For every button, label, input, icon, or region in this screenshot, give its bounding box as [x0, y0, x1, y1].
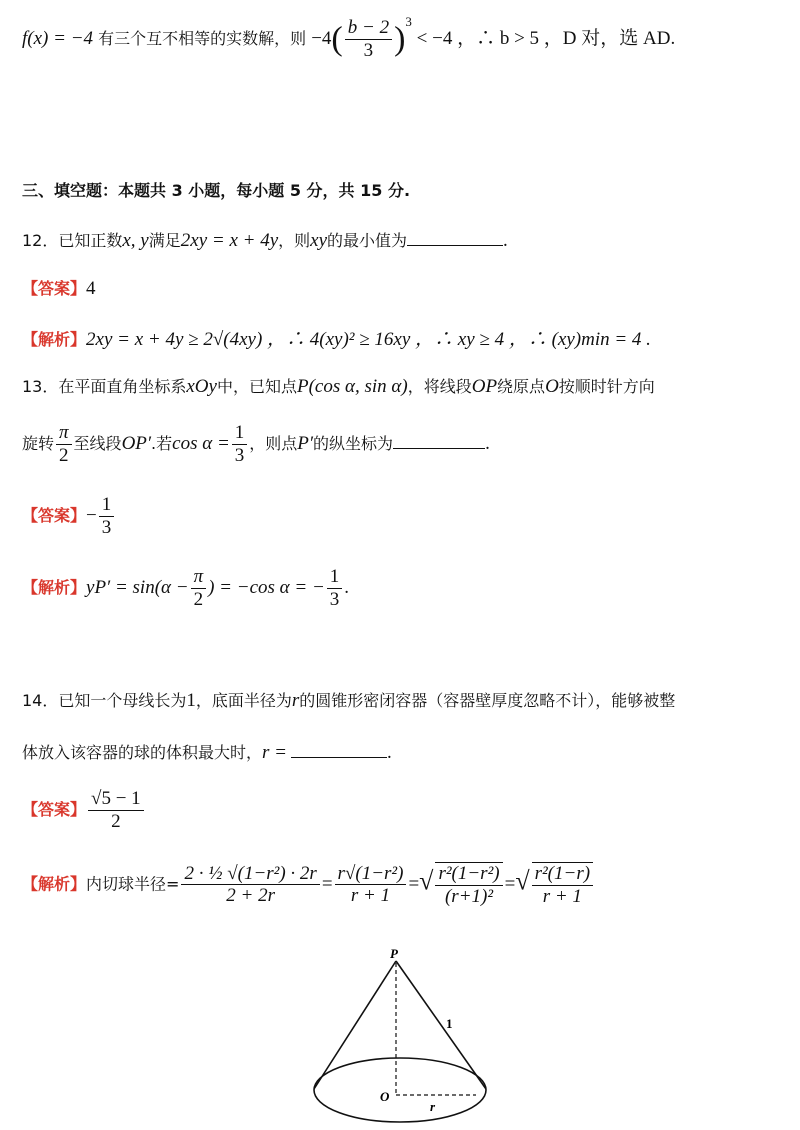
q14-answer: 【答案】 $\frac{√5 - 1}{2}$: [22, 788, 146, 833]
analysis-tag: 【解析】: [22, 330, 87, 349]
q14-stem-line2: 体放入该容器的球的体积最大时，r = .: [22, 742, 392, 763]
q14-f1: $\frac{\text{2 · ½ √(1−r²) · 2r}}{2 + 2r}$: [181, 863, 319, 908]
answer-tag: 【答案】: [22, 279, 87, 298]
q14-f4: $\frac{\text{r²(1−r)}}{r + 1}$: [532, 862, 593, 908]
q14-stem-line1: 14．已知一个母线长为1，底面半径为r的圆锥形密闭容器（容器壁厚度忽略不计），能够被整: [22, 690, 676, 711]
cone-left-slant: [314, 961, 396, 1089]
center-label: O: [380, 1089, 390, 1104]
line1-coef: −4: [311, 28, 332, 49]
cone-figure: [300, 945, 500, 1130]
q13-answer-fraction: $\frac{1}{3}$: [99, 494, 115, 539]
q14-f3: $\frac{\text{r²(1−r²)}}{\text{(r+1)²}}$: [435, 862, 502, 908]
q14-analysis: 【解析】内切球半径= $\frac{\text{2 · ½ √(1−r²) · 2r}}{2 + 2r}$ = $\frac{\text{r√(1−r²)}}{r + 1}$ =√ $\frac{\text{r²(1−r²)}}{\text{(r+1)²}}$ =√ $\frac{\text{r²(1−r)}}{r + 1}$: [22, 862, 595, 908]
line1-text: 有三个互不相等的实数解，则: [93, 29, 312, 48]
apex-label: P: [390, 946, 398, 961]
q12-answer-blank: [407, 229, 503, 246]
q14-answer-blank: [291, 741, 387, 758]
line-1: f(x) = −4 有三个互不相等的实数解，则 −4( $\frac{b - 2}{3}$ )$^3$ < −4 ，∴ b > 5 ，D 对，选 AD.: [22, 14, 676, 61]
slant-label: 1: [446, 1016, 453, 1031]
q13-answer: 【答案】− $\frac{1}{3}$: [22, 494, 116, 539]
cone-base-ellipse: [314, 1058, 486, 1122]
cone-right-slant: [396, 961, 486, 1089]
q12-answer: [22, 276, 96, 300]
q12-analysis: [22, 324, 651, 351]
one-third: $\frac{1}{3}$: [232, 422, 248, 467]
radius-label: r: [430, 1099, 436, 1114]
line1-prefix: f(x) = −4: [22, 28, 94, 49]
line1-tail: < −4 ，∴ b > 5 ，D 对，选 AD.: [411, 28, 676, 49]
q13-stem-line2: 旋转 $\frac{\pi}{2}$ 至线段OP′.若cos α = $\frac{1}{3}$ ，则点P′的纵坐标为 .: [22, 422, 490, 466]
q13-answer-blank: [393, 432, 485, 449]
q12-stem: 12．已知正数x, y满足2xy = x + 4y，则xy的最小值为 .: [22, 230, 508, 251]
q14-f2: $\frac{\text{r√(1−r²)}}{r + 1}$: [335, 863, 407, 908]
q12-answer-value: 4: [86, 278, 96, 299]
q13-analysis: 【解析】yP′ = sin(α − $\frac{\pi}{2}$ ) = −cos α = − $\frac{1}{3}$ .: [22, 566, 350, 610]
section-heading: 三、填空题：本题共 3 小题，每小题 5 分，共 15 分.: [22, 181, 411, 200]
q13-stem-line1: 13．在平面直角坐标系xOy中，已知点P(cos α, sin α)，将线段OP绕原点O按顺时针方向: [22, 376, 655, 397]
q14-answer-fraction: $\frac{√5 - 1}{2}$: [88, 788, 144, 833]
q12-analysis-text: 2xy = x + 4y ≥ 2√(4xy) ，∴ 4(xy)² ≥ 16xy ，∴ xy ≥ 4 ，∴ (xy)min = 4 .: [86, 329, 651, 350]
line1-fraction: $\frac{b - 2}{3}$: [345, 17, 392, 62]
pi-over-2: $\frac{\pi}{2}$: [56, 422, 72, 467]
